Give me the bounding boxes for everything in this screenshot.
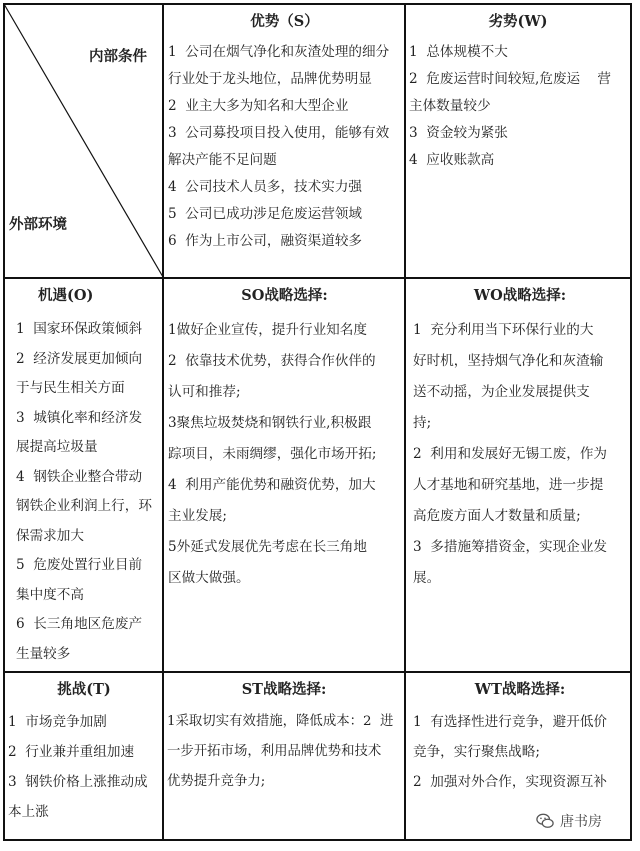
threats-line: 3 钢铁价格上涨推动成 xyxy=(8,774,148,790)
so-line: 2 依靠技术优势，获得合作伙伴的 xyxy=(168,353,376,369)
strengths-cell xyxy=(165,7,403,277)
opportunities-line: 展提高垃圾量 xyxy=(16,439,98,455)
st-line: 1采取切实有效措施，降低成本：2 进 xyxy=(167,714,394,729)
opportunities-line: 2 经济发展更加倾向 xyxy=(16,350,143,367)
wt-line: 竞争，实行聚焦战略; xyxy=(413,744,540,760)
external-environment-label: 外部环境 xyxy=(9,216,67,233)
so-strategy-list xyxy=(168,315,401,594)
strengths-line: 2 业主大多为知名和大型企业 xyxy=(168,98,349,114)
wo-line: 高危废方面人才数量和质量; xyxy=(413,508,581,524)
threats-line: 本上涨 xyxy=(8,804,49,820)
wo-line: 持; xyxy=(413,415,432,431)
weaknesses-list xyxy=(409,39,627,174)
wt-line: 1 有选择性进行竞争，避开低价 xyxy=(413,714,608,730)
wo-strategy-cell xyxy=(407,281,629,671)
weaknesses-line: 主体数量较少 xyxy=(409,98,491,114)
so-line: 认可和推荐; xyxy=(168,384,241,400)
strengths-list xyxy=(168,39,401,255)
opportunities-line: 6 长三角地区危废产 xyxy=(16,616,143,632)
opportunities-line: 保需求加大 xyxy=(16,527,84,544)
opportunities-cell xyxy=(6,281,162,671)
col-divider-2 xyxy=(404,3,406,841)
table-border-right xyxy=(630,3,632,841)
opportunities-line: 集中度不高 xyxy=(16,586,84,603)
wechat-icon xyxy=(536,812,554,830)
strengths-line: 1 公司在烟气净化和灰渣处理的细分 xyxy=(168,44,390,60)
st-line: 优势提升竞争力; xyxy=(167,774,266,789)
wo-strategy-list xyxy=(413,315,627,594)
wo-line: 3 多措施筹措资金，实现企业发 xyxy=(413,539,608,555)
so-strategy-title: SO战略选择: xyxy=(241,287,328,304)
opportunities-line: 1 国家环保政策倾斜 xyxy=(16,321,143,337)
wo-line: 2 利用和发展好无锡工废，作为 xyxy=(413,446,608,462)
so-line: 踪项目，未雨绸缪，强化市场开拓; xyxy=(168,446,377,462)
opportunities-list xyxy=(16,315,160,669)
weaknesses-line: 4 应收账款高 xyxy=(409,152,495,168)
threats-cell xyxy=(6,675,162,839)
wt-line: 2 加强对外合作，实现资源互补 xyxy=(413,774,608,790)
threats-line: 2 行业兼并重组加速 xyxy=(8,744,135,760)
so-line: 3聚焦垃圾焚烧和钢铁行业,积极跟 xyxy=(168,415,372,431)
table-border-bottom xyxy=(3,839,632,841)
strengths-title: 优势（S） xyxy=(250,13,319,30)
weaknesses-line: 3 资金较为紧张 xyxy=(409,125,508,141)
watermark-text: 唐书房 xyxy=(560,814,602,830)
wo-line: 人才基地和研究基地，进一步提 xyxy=(413,477,604,493)
opportunities-line: 3 城镇化率和经济发 xyxy=(16,409,143,426)
opportunities-line: 钢铁企业利润上行，环 xyxy=(16,498,152,514)
strengths-line: 4 公司技术人员多，技术实力强 xyxy=(168,179,363,195)
st-strategy-list xyxy=(167,707,401,797)
wo-line: 1 充分利用当下环保行业的大 xyxy=(413,322,594,338)
so-line: 1做好企业宣传，提升行业知名度 xyxy=(168,322,367,338)
strengths-line: 6 作为上市公司，融资渠道较多 xyxy=(168,233,363,249)
opportunities-line: 4 钢铁企业整合带动 xyxy=(16,468,143,485)
weaknesses-title: 劣势(W) xyxy=(488,13,548,30)
swot-table xyxy=(3,3,632,841)
row-divider-2 xyxy=(3,671,632,673)
strengths-line: 解决产能不足问题 xyxy=(168,152,277,168)
watermark xyxy=(536,808,632,834)
weaknesses-line: 2 危废运营时间较短,危废运 营 xyxy=(409,71,612,87)
weaknesses-cell xyxy=(407,7,629,277)
opportunities-title: 机遇(O) xyxy=(38,287,94,304)
st-strategy-title: ST战略选择: xyxy=(241,681,327,698)
wt-strategy-list xyxy=(413,707,627,797)
so-line: 5外延式发展优先考虑在长三角地 xyxy=(168,539,367,555)
threats-line: 1 市场竞争加剧 xyxy=(8,714,107,730)
opportunities-line: 生量较多 xyxy=(16,645,71,662)
wo-line: 展。 xyxy=(413,570,441,586)
strengths-line: 行业处于龙头地位，品牌优势明显 xyxy=(168,71,372,87)
so-strategy-cell xyxy=(165,281,403,671)
so-line: 4 利用产能优势和融资优势，加大 xyxy=(168,477,376,493)
weaknesses-line: 1 总体规模不大 xyxy=(409,44,508,60)
opportunities-line: 于与民生相关方面 xyxy=(16,380,125,396)
wo-strategy-title: WO战略选择: xyxy=(473,287,567,304)
internal-conditions-label: 内部条件 xyxy=(89,48,147,65)
st-strategy-cell xyxy=(165,675,403,839)
wo-line: 好时机，坚持烟气净化和灰渣输 xyxy=(413,353,604,369)
st-line: 一步开拓市场，利用品牌优势和技术 xyxy=(167,744,382,759)
strengths-line: 3 公司募投项目投入使用，能够有效 xyxy=(168,125,390,141)
so-line: 区做大做强。 xyxy=(168,570,250,586)
opportunities-line: 5 危废处置行业目前 xyxy=(16,557,143,573)
threats-title: 挑战(T) xyxy=(57,681,111,698)
wt-strategy-title: WT战略选择: xyxy=(474,681,566,698)
strengths-line: 5 公司已成功涉足危废运营领域 xyxy=(168,206,363,222)
wo-line: 送不动摇，为企业发展提供支 xyxy=(413,384,590,400)
threats-list xyxy=(8,707,160,827)
so-line: 主业发展; xyxy=(168,508,227,524)
